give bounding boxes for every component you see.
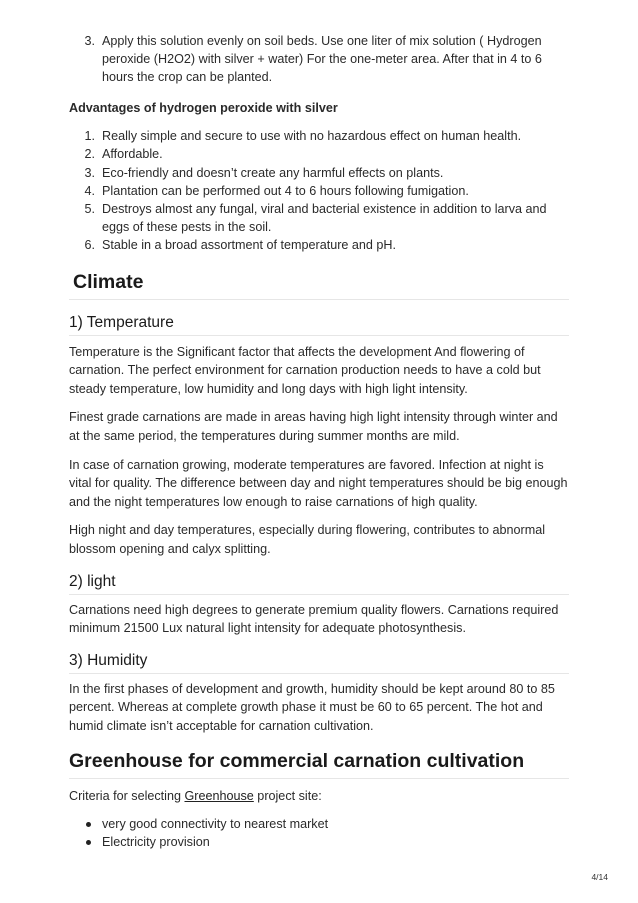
temperature-paragraph: Finest grade carnations are made in areas having high light intensity through winter and at the same period, the temperatures during summer months are mild. (69, 410, 558, 443)
list-text: Really simple and secure to use with no hazardous effect on human health. (102, 129, 522, 144)
page-number: 4/14 (591, 872, 608, 882)
list-item (69, 32, 569, 87)
temperature-paragraph: Temperature is the Significant factor that affects the development And flowering of carnation. The perfect environment for carnation production needs to have a cold but steady temperature, low humidity and long days with high light intensity. (69, 344, 541, 396)
list-text: Plantation can be performed out 4 to 6 hours following fumigation. (102, 183, 469, 198)
list-number: 1. (84, 129, 95, 144)
list-text: Apply this solution evenly on soil beds. Use one liter of mix solution ( Hydrogen peroxide (H2O2) with silver + water) For the one-meter area. After that in 4 to 6 hours the crop can be planted. (102, 34, 542, 85)
advantages-list (69, 127, 569, 254)
list-number: 4. (84, 183, 95, 198)
list-text: Eco-friendly and doesn’t create any harmful effects on plants. (102, 165, 444, 180)
list-item (69, 236, 569, 254)
list-text: Destroys almost any fungal, viral and bacterial existence in addition to larva and eggs of these pests in the soil. (102, 202, 547, 235)
temperature-heading: 1) Temperature (69, 314, 569, 336)
temperature-paragraph: High night and day temperatures, especially during flowering, contributes to abnormal blossom opening and calyx splitting. (69, 523, 546, 556)
list-item (69, 815, 569, 833)
list-item (69, 145, 569, 163)
light-heading: 2) light (69, 573, 569, 595)
list-item (69, 200, 569, 236)
list-number: 2. (84, 147, 95, 162)
list-text: Affordable. (102, 147, 163, 162)
criteria-before: Criteria for selecting (69, 788, 185, 803)
bullet-icon (69, 815, 102, 833)
climate-heading: Climate (69, 271, 569, 300)
list-text: Stable in a broad assortment of temperature and pH. (102, 238, 397, 253)
criteria-list (69, 815, 569, 851)
greenhouse-link[interactable]: Greenhouse (184, 788, 254, 803)
article-content (69, 32, 569, 852)
greenhouse-heading: Greenhouse for commercial carnation cultivation (69, 750, 569, 779)
list-number: 3. (84, 165, 95, 180)
bullet-icon (69, 833, 102, 851)
humidity-paragraph: In the first phases of development and growth, humidity should be kept around 80 to 85 percent. Whereas at complete growth phase it must be 60 to 65 percent. The hot and humid climate isn’t acceptable for carnation cultivation. (69, 681, 555, 733)
list-item (69, 833, 569, 851)
list-text: Electricity provision (102, 835, 210, 850)
temperature-paragraph: In case of carnation growing, moderate temperatures are favored. Infection at night is vital for quality. The difference between day and night temperatures should be big enough and the night temperatures low enough to raise carnations of high quality. (69, 457, 568, 509)
list-number: 5. (84, 202, 95, 217)
list-item (69, 182, 569, 200)
humidity-heading: 3) Humidity (69, 652, 569, 674)
criteria-text (69, 787, 569, 806)
criteria-after: project site: (253, 788, 322, 803)
list-item (69, 164, 569, 182)
light-paragraph: Carnations need high degrees to generate premium quality flowers. Carnations required minimum 21500 Lux natural light intensity for adequate photosynthesis. (69, 602, 559, 636)
list-item (69, 127, 569, 145)
advantages-heading: Advantages of hydrogen peroxide with silver (69, 100, 338, 115)
list-number: 3. (84, 34, 95, 48)
intro-list (69, 32, 569, 87)
list-text: very good connectivity to nearest market (102, 817, 329, 832)
list-number: 6. (84, 238, 95, 253)
